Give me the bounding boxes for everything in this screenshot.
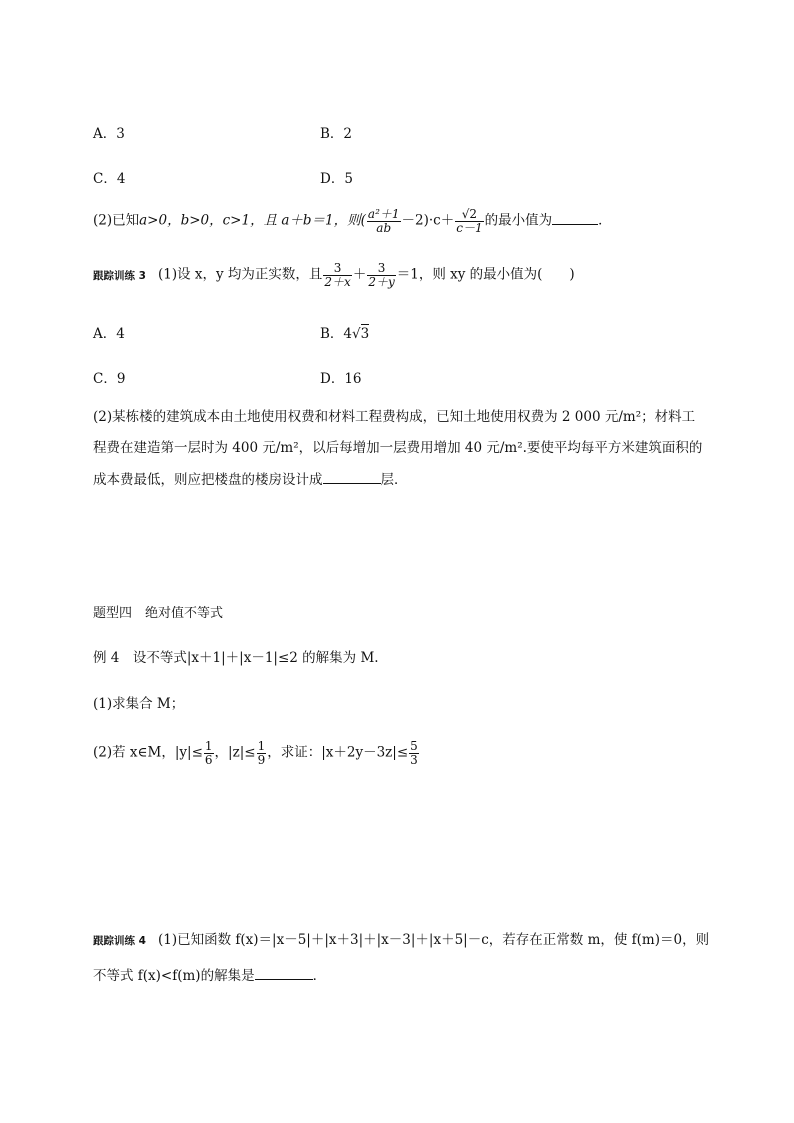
question-2-suffix: 的最小值为: [484, 212, 553, 229]
tracking-3-option-b: [320, 322, 369, 342]
fraction-numerator: a²＋1: [367, 207, 400, 221]
tracking-exercise-4-line-1: [93, 934, 709, 948]
tracking-3-q2-line-3-prefix: 成本费最低，则应把楼盘的楼房设计成: [93, 472, 323, 488]
tracking-exercise-3-label: 跟踪训练 3: [93, 269, 146, 282]
option-b-prefix: B．4: [320, 326, 353, 342]
option-d: D．5: [320, 171, 353, 187]
fraction-denominator: 2＋y: [368, 274, 395, 289]
tracking-3-q1-suffix: ＝1，则 xy 的最小值为( ): [396, 266, 575, 283]
fraction-numerator: 1: [257, 739, 266, 753]
example-4-q1: (1)求集合 M；: [93, 696, 185, 712]
tracking-3-q2-line-3-suffix: 层．: [380, 472, 408, 488]
tracking-exercise-4-label: 跟踪训练 4: [93, 935, 146, 947]
question-2-end: ．: [598, 212, 612, 229]
example-4-q2: [93, 740, 420, 766]
fraction-denominator: 2＋x: [324, 274, 351, 289]
plus-sign: ＋: [352, 266, 367, 283]
option-c: C．4: [93, 171, 126, 187]
question-2-condition: a>0，b>0，c>1，且 a＋b＝1，则(: [139, 212, 366, 229]
tracking-exercise-4-line-2: [93, 970, 326, 984]
fraction-3-over-2-plus-x: [323, 262, 351, 288]
fraction-numerator: √2: [461, 207, 478, 221]
fraction-denominator: 6: [204, 752, 213, 767]
tracking-4-line-1-text: (1)已知函数 f(x)＝|x－5|＋|x＋3|＋|x－3|＋|x＋5|－c，若存在正常数 m，使 f(m)＝0，则: [157, 932, 710, 948]
question-2-prefix: (2)已知: [93, 212, 140, 229]
example-4-line: 例 4 设不等式|x＋1|＋|x－1|≤2 的解集为 M.: [93, 650, 379, 666]
fraction-a2-plus-1-over-ab: [367, 208, 401, 234]
tracking-3-option-a: A．4: [93, 326, 125, 342]
section-title: 题型四 绝对值不等式: [93, 606, 224, 621]
question-2-line: [93, 208, 612, 234]
answer-blank[interactable]: [255, 978, 313, 980]
tracking-3-q1-prefix: (1)设 x，y 均为正实数，且: [157, 266, 323, 283]
tracking-3-q2-line-1: (2)某栋楼的建筑成本由土地使用权费和材料工程费构成，已知土地使用权费为 2 000 元/m²；材料工: [93, 409, 696, 425]
sqrt-symbol: √: [352, 326, 361, 342]
question-2-middle: －2)·c＋: [401, 212, 455, 229]
fraction-numerator: 3: [377, 261, 386, 275]
tracking-3-option-c: C．9: [93, 371, 126, 387]
fraction-numerator: 1: [204, 739, 213, 753]
fraction-numerator: 5: [410, 739, 418, 753]
answer-blank[interactable]: [323, 482, 381, 484]
fraction-1-over-9: [257, 740, 267, 766]
fraction-denominator: 3: [410, 752, 418, 767]
tracking-3-q2-line-3: [93, 474, 408, 488]
fraction-3-over-2-plus-y: [367, 262, 395, 288]
fraction-sqrt2-over-c-minus-1: [455, 208, 483, 234]
tracking-3-option-d: D．16: [320, 371, 362, 387]
fraction-5-over-3: [409, 740, 419, 766]
tracking-3-q2-line-2: 程费在建造第一层时为 400 元/m²，以后每增加一层费用增加 40 元/m².要使平均每平方米建筑面积的: [93, 440, 703, 456]
fraction-numerator: 3: [333, 261, 342, 275]
fraction-denominator: ab: [367, 221, 401, 235]
fraction-1-over-6: [204, 740, 214, 766]
tracking-exercise-3-line: [93, 262, 575, 288]
answer-blank[interactable]: [552, 223, 598, 225]
option-b: B．2: [320, 126, 353, 142]
sqrt-radicand: 3: [360, 326, 370, 342]
tracking-4-line-2-suffix: ．: [312, 968, 327, 984]
example-4-q2-prefix: (2)若 x∈M，|y|≤: [93, 744, 203, 761]
example-4-q2-mid: ，|z|≤: [214, 744, 256, 761]
fraction-denominator: 9: [257, 752, 266, 767]
fraction-denominator: c－1: [456, 220, 483, 235]
example-4-q2-mid2: ，求证：|x＋2y－3z|≤: [267, 744, 409, 761]
option-a: A．3: [93, 126, 125, 142]
tracking-4-line-2-prefix: 不等式 f(x)<f(m)的解集是: [93, 968, 255, 984]
